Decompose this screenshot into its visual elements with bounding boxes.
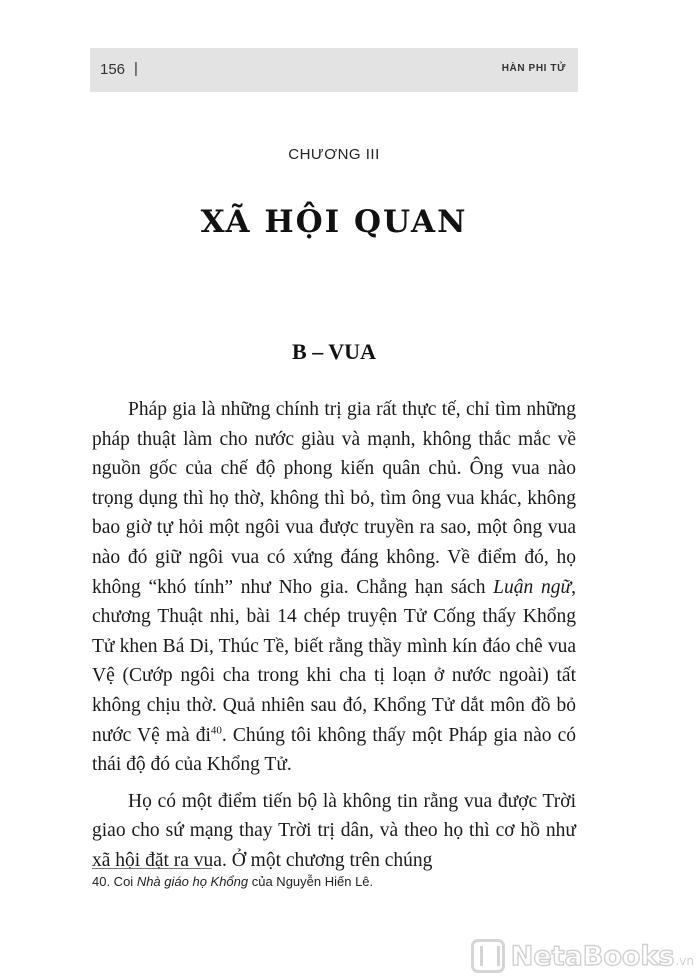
footnote-divider: [92, 868, 212, 869]
book-title-luan-ngu: Luận ngữ: [493, 576, 572, 598]
footnote-reference[interactable]: 40: [210, 724, 222, 737]
paragraph-1-part1: Pháp gia là những chính trị gia rất thực tế, chỉ tìm những pháp thuật làm cho nước giàu và mạnh, không thắc mắc về nguồn gốc của chế độ phong kiến quân chủ. Ông vua nào trọng dụng thì họ thờ, không thì bỏ, tìm ông vua khác, không bao giờ tự hỏi một ngôi vua được truyền ra sao, một ông vua nào đó giữ ngôi vua có xứng đáng không. Về điểm đó, họ không “khó tính” như Nho gia. Chẳng hạn sách: [92, 399, 576, 598]
watermark-suffix: .vn: [675, 954, 694, 968]
body-text: [92, 395, 576, 876]
running-header: [90, 48, 578, 92]
footnote-prefix: 40. Coi: [92, 874, 137, 889]
paragraph-2: Họ có một điểm tiến bộ là không tin rằng vua được Trời giao cho sứ mạng thay Trời trị dân, và theo họ thì cơ hồ như xã hội đặt ra vua. Ở một chương trên chúng: [92, 790, 576, 871]
page-number: 156: [100, 61, 126, 78]
footnote: [92, 874, 576, 889]
footnote-suffix: của Nguyễn Hiến Lê.: [248, 874, 374, 889]
footnote-book-title: Nhà giáo họ Khổng: [136, 874, 249, 889]
paragraph-1-part2: , chương Thuật nhi, bài 14 chép truyện Tử Cống thấy Khổng Tử khen Bá Di, Thúc Tề, biết rằng thầy mình kín đáo chê vua Vệ (Cướp ngôi cha trong khi cha tị loạn ở nước ngoài) tất không chịu thờ. Quả nhiên sau đó, Khổng Tử dắt môn đồ bỏ nước Vệ mà đi: [92, 576, 576, 746]
watermark-brand: NetaBooks: [510, 940, 675, 972]
section-title: B – VUA: [292, 339, 376, 364]
watermark: [471, 936, 694, 976]
chapter-title: XÃ HỘI QUAN: [200, 204, 468, 240]
running-title: HÀN PHI TỬ: [501, 63, 566, 74]
n-logo-icon: [471, 939, 505, 973]
paragraph-1-part3: . Chúng tôi không thấy một Pháp gia nào có thái độ đó của Khổng Tử.: [92, 724, 576, 776]
page-separator: |: [134, 60, 138, 77]
chapter-label: CHƯƠNG III: [288, 146, 380, 163]
paragraph-1: [92, 395, 576, 780]
